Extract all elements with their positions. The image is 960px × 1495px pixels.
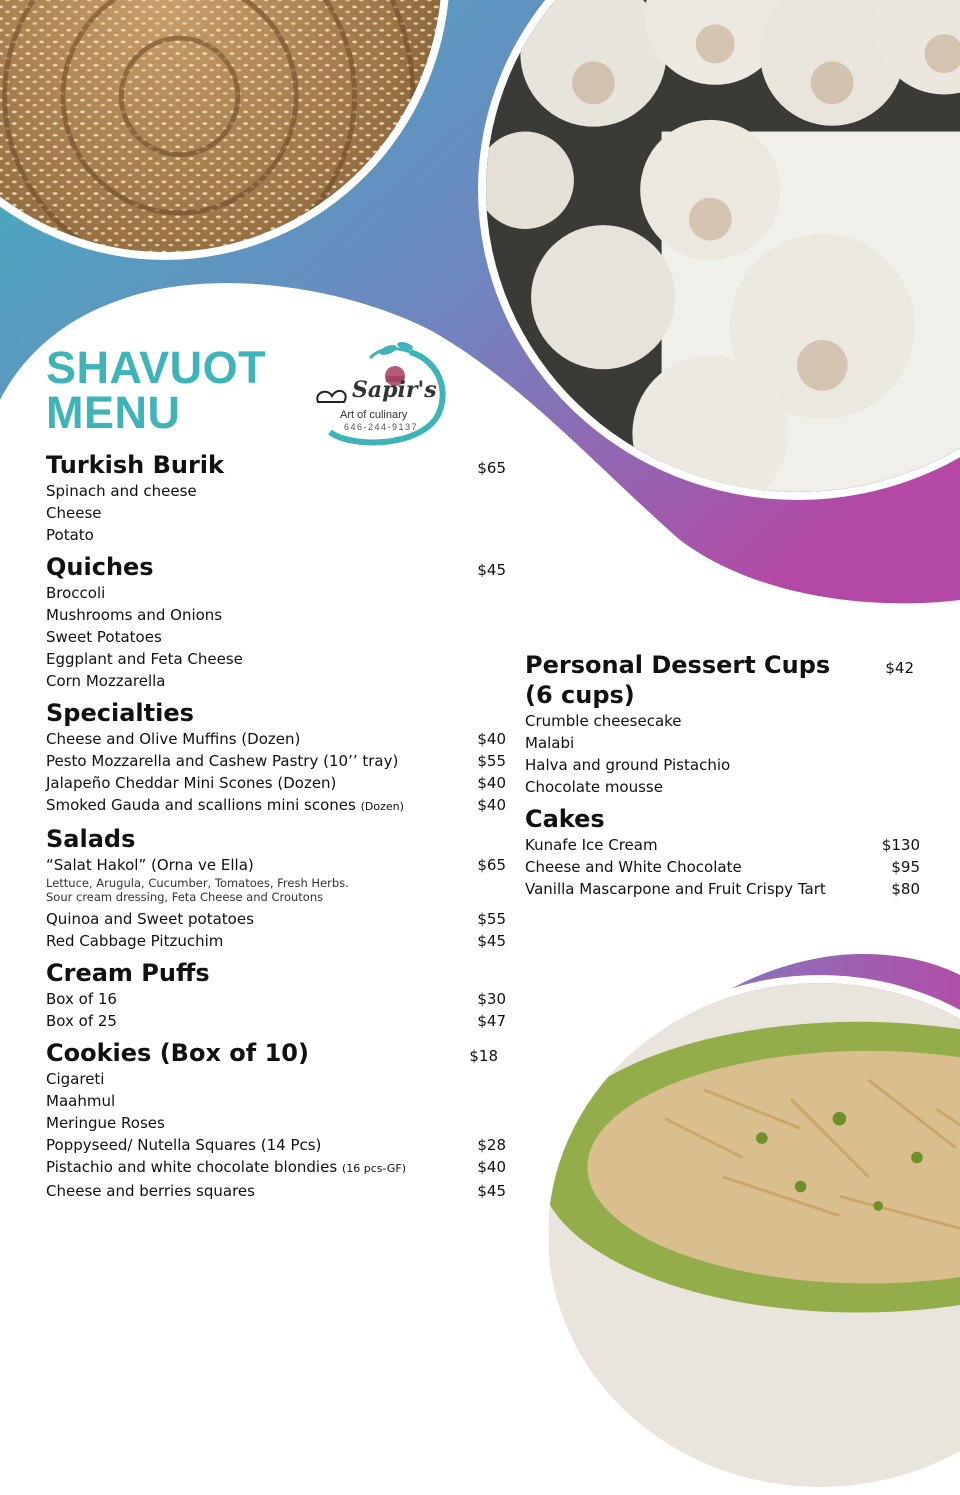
- item-price: $80: [891, 880, 920, 898]
- item-price: $40: [477, 796, 506, 814]
- item-name: Red Cabbage Pitzuchim: [46, 932, 224, 950]
- item-price: $95: [891, 858, 920, 876]
- item-name: Cigareti: [46, 1070, 105, 1088]
- menu-title: [46, 342, 267, 438]
- item-qualifier: (16 pcs-GF): [341, 1162, 406, 1175]
- list-item: [525, 878, 920, 900]
- list-item: [46, 1180, 506, 1202]
- section-cream-puffs: [46, 958, 506, 1032]
- list-item: Malabi: [525, 734, 575, 752]
- logo-subtitle: Art of culinary: [340, 409, 408, 421]
- item-qualifier: (Dozen): [360, 800, 404, 813]
- item-price: $40: [477, 730, 506, 748]
- list-item: Crumble cheesecake: [525, 712, 682, 730]
- list-item: Potato: [46, 526, 94, 544]
- item-name: Cheese and White Chocolate: [525, 858, 742, 876]
- section-price: $45: [477, 561, 506, 579]
- item-price: $45: [477, 1182, 506, 1200]
- section-title: Specialties: [46, 699, 194, 727]
- list-item: Chocolate mousse: [525, 778, 663, 796]
- menu-title-line2: MENU: [46, 387, 181, 438]
- section-cakes: [525, 804, 920, 900]
- item-price: $55: [477, 752, 506, 770]
- section-title: Personal Dessert Cups: [525, 651, 831, 679]
- item-name: Quinoa and Sweet potatoes: [46, 910, 254, 928]
- list-item: Cheese: [46, 504, 102, 522]
- list-item: [46, 750, 506, 772]
- section-title: Quiches: [46, 553, 154, 581]
- list-item: [46, 908, 506, 930]
- section-specialties: [46, 698, 506, 818]
- item-name: Meringue Roses: [46, 1114, 165, 1132]
- list-item: Spinach and cheese: [46, 482, 197, 500]
- section-title: Turkish Burik: [46, 451, 224, 479]
- item-description: Sour cream dressing, Feta Cheese and Croutons: [46, 890, 324, 904]
- item-name: Cheese and Olive Muffins (Dozen): [46, 730, 301, 748]
- list-item: [46, 1134, 506, 1156]
- item-name: Smoked Gauda and scallions mini scones: [46, 796, 356, 814]
- section-quiches: [46, 552, 506, 692]
- list-item: Corn Mozzarella: [46, 672, 166, 690]
- item-name: Box of 25: [46, 1012, 117, 1030]
- item-name: Jalapeño Cheddar Mini Scones (Dozen): [46, 774, 337, 792]
- item-price: $45: [477, 932, 506, 950]
- list-item: [46, 1156, 506, 1180]
- section-title: Salads: [46, 825, 136, 853]
- list-item: [46, 854, 506, 876]
- section-subtitle: (6 cups): [525, 681, 635, 709]
- list-item: [46, 1068, 506, 1090]
- item-price: $47: [477, 1012, 506, 1030]
- right-menu-column: [525, 650, 920, 900]
- item-name: Cheese and berries squares: [46, 1182, 255, 1200]
- item-name: Kunafe Ice Cream: [525, 836, 658, 854]
- item-price: $28: [477, 1136, 506, 1154]
- item-price: $30: [477, 990, 506, 1008]
- item-price: $40: [477, 774, 506, 792]
- item-name: Box of 16: [46, 990, 117, 1008]
- section-title: Cakes: [525, 805, 605, 833]
- list-item: [525, 834, 920, 856]
- list-item: [46, 794, 506, 818]
- item-price: $65: [477, 856, 506, 874]
- section-personal-dessert-cups: [525, 650, 920, 798]
- item-name: Poppyseed/ Nutella Squares (14 Pcs): [46, 1136, 322, 1154]
- list-item: [46, 930, 506, 952]
- section-price: $65: [477, 459, 506, 477]
- section-salads: [46, 824, 506, 952]
- section-title: Cream Puffs: [46, 959, 210, 987]
- list-item: [46, 988, 506, 1010]
- list-item: Broccoli: [46, 584, 106, 602]
- list-item: [46, 772, 506, 794]
- list-item: [46, 1010, 506, 1032]
- list-item: Eggplant and Feta Cheese: [46, 650, 243, 668]
- logo-name: Sapir's: [352, 377, 437, 403]
- item-price: $55: [477, 910, 506, 928]
- logo-phone: 646-244-9137: [344, 422, 419, 432]
- section-price: $42: [885, 659, 914, 677]
- list-item: [46, 1112, 506, 1134]
- list-item: [525, 856, 920, 878]
- list-item: Mushrooms and Onions: [46, 606, 223, 624]
- item-description: Lettuce, Arugula, Cucumber, Tomatoes, Fresh Herbs.: [46, 876, 349, 890]
- left-menu-column: [46, 450, 506, 1202]
- item-name: “Salat Hakol” (Orna ve Ella): [46, 856, 254, 874]
- item-name: Pesto Mozzarella and Cashew Pastry (10’’ tray): [46, 752, 399, 770]
- item-name: Vanilla Mascarpone and Fruit Crispy Tart: [525, 880, 826, 898]
- section-turkish-burik: [46, 450, 506, 546]
- menu-title-line1: SHAVUOT: [46, 342, 267, 393]
- item-name: Pistachio and white chocolate blondies: [46, 1158, 338, 1176]
- item-price: $40: [477, 1158, 506, 1176]
- list-item: [46, 728, 506, 750]
- list-item: Sweet Potatoes: [46, 628, 162, 646]
- section-price: $18: [469, 1047, 498, 1065]
- item-price: $130: [881, 836, 920, 854]
- list-item: Halva and ground Pistachio: [525, 756, 731, 774]
- section-title: Cookies (Box of 10): [46, 1039, 309, 1067]
- list-item: [46, 1090, 506, 1112]
- item-name: Maahmul: [46, 1092, 116, 1110]
- section-cookies: [46, 1038, 506, 1202]
